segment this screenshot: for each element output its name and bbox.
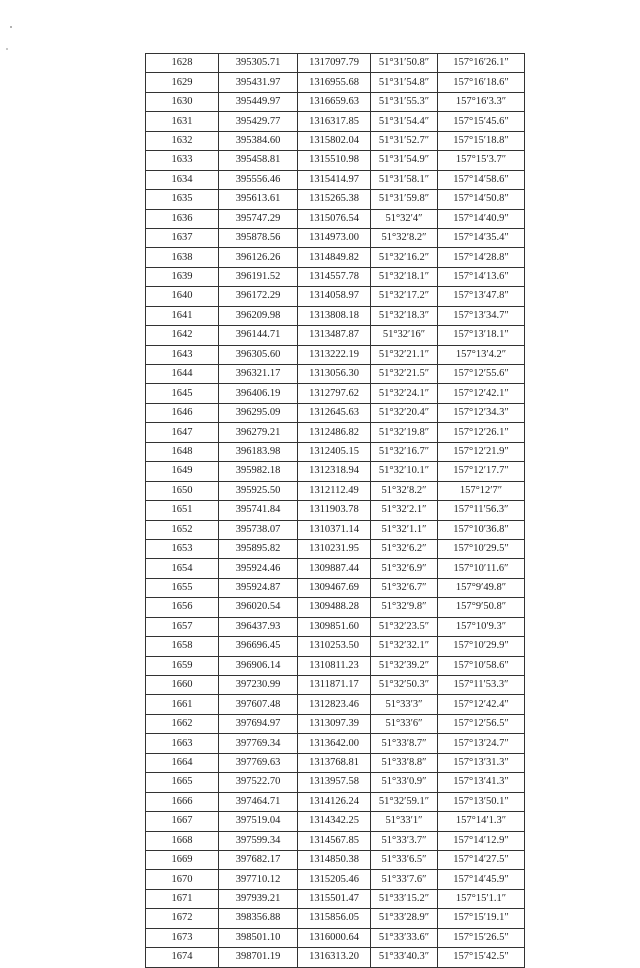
latitude-cell: 51°32′59.1″: [371, 792, 438, 811]
table-row: [146, 365, 525, 384]
point-number-cell: 1634: [146, 170, 219, 189]
latitude-cell: 51°32′23.5″: [371, 617, 438, 636]
longitude-cell: 157°12′34.3″: [438, 403, 525, 422]
point-number-cell: 1640: [146, 287, 219, 306]
y-coordinate-cell: 1313222.19: [298, 345, 371, 364]
longitude-cell: 157°15′19.1″: [438, 909, 525, 928]
table-row: [146, 190, 525, 209]
point-number-cell: 1635: [146, 190, 219, 209]
point-number-cell: 1668: [146, 831, 219, 850]
point-number-cell: 1671: [146, 889, 219, 908]
latitude-cell: 51°32′17.2″: [371, 287, 438, 306]
longitude-cell: 157°10′58.6″: [438, 656, 525, 675]
longitude-cell: 157°13′18.1″: [438, 326, 525, 345]
longitude-cell: 157°15′18.8″: [438, 131, 525, 150]
latitude-cell: 51°32′16″: [371, 326, 438, 345]
longitude-cell: 157°11′56.3″: [438, 501, 525, 520]
y-coordinate-cell: 1314557.78: [298, 267, 371, 286]
x-coordinate-cell: 396020.54: [219, 598, 298, 617]
latitude-cell: 51°32′50.3″: [371, 676, 438, 695]
table-row: [146, 520, 525, 539]
table-row: [146, 753, 525, 772]
x-coordinate-cell: 396183.98: [219, 442, 298, 461]
latitude-cell: 51°33′3″: [371, 695, 438, 714]
latitude-cell: 51°33′7.6″: [371, 870, 438, 889]
x-coordinate-cell: 397769.63: [219, 753, 298, 772]
x-coordinate-cell: 395982.18: [219, 462, 298, 481]
point-number-cell: 1645: [146, 384, 219, 403]
y-coordinate-cell: 1315265.38: [298, 190, 371, 209]
y-coordinate-cell: 1317097.79: [298, 54, 371, 73]
point-number-cell: 1649: [146, 462, 219, 481]
x-coordinate-cell: 396305.60: [219, 345, 298, 364]
x-coordinate-cell: 397710.12: [219, 870, 298, 889]
y-coordinate-cell: 1311903.78: [298, 501, 371, 520]
table-row: [146, 909, 525, 928]
latitude-cell: 51°32′2.1″: [371, 501, 438, 520]
latitude-cell: 51°32′18.3″: [371, 306, 438, 325]
x-coordinate-cell: 396906.14: [219, 656, 298, 675]
latitude-cell: 51°33′15.2″: [371, 889, 438, 908]
x-coordinate-cell: 397769.34: [219, 734, 298, 753]
point-number-cell: 1639: [146, 267, 219, 286]
latitude-cell: 51°32′8.2″: [371, 481, 438, 500]
table-row: [146, 462, 525, 481]
x-coordinate-cell: 395429.77: [219, 112, 298, 131]
longitude-cell: 157°14′28.8″: [438, 248, 525, 267]
x-coordinate-cell: 396126.26: [219, 248, 298, 267]
point-number-cell: 1641: [146, 306, 219, 325]
table-row: [146, 403, 525, 422]
table-row: [146, 112, 525, 131]
y-coordinate-cell: 1314126.24: [298, 792, 371, 811]
latitude-cell: 51°32′21.5″: [371, 365, 438, 384]
y-coordinate-cell: 1309887.44: [298, 559, 371, 578]
point-number-cell: 1630: [146, 92, 219, 111]
latitude-cell: 51°33′6.5″: [371, 850, 438, 869]
latitude-cell: 51°31′54.4″: [371, 112, 438, 131]
point-number-cell: 1660: [146, 676, 219, 695]
longitude-cell: 157°12′56.5″: [438, 714, 525, 733]
point-number-cell: 1670: [146, 870, 219, 889]
point-number-cell: 1644: [146, 365, 219, 384]
longitude-cell: 157°12′42.4″: [438, 695, 525, 714]
coordinates-table-body: [146, 54, 525, 968]
longitude-cell: 157°16′26.1″: [438, 54, 525, 73]
longitude-cell: 157°14′12.9″: [438, 831, 525, 850]
table-row: [146, 326, 525, 345]
y-coordinate-cell: 1316317.85: [298, 112, 371, 131]
point-number-cell: 1651: [146, 501, 219, 520]
table-row: [146, 792, 525, 811]
table-row: [146, 287, 525, 306]
point-number-cell: 1656: [146, 598, 219, 617]
longitude-cell: 157°14′50.8″: [438, 190, 525, 209]
x-coordinate-cell: 396144.71: [219, 326, 298, 345]
x-coordinate-cell: 398701.19: [219, 948, 298, 967]
latitude-cell: 51°31′58.1″: [371, 170, 438, 189]
y-coordinate-cell: 1315802.04: [298, 131, 371, 150]
table-row: [146, 306, 525, 325]
x-coordinate-cell: 396172.29: [219, 287, 298, 306]
table-row: [146, 831, 525, 850]
table-row: [146, 948, 525, 967]
longitude-cell: 157°16′18.6″: [438, 73, 525, 92]
y-coordinate-cell: 1315510.98: [298, 151, 371, 170]
table-row: [146, 617, 525, 636]
point-number-cell: 1648: [146, 442, 219, 461]
y-coordinate-cell: 1311871.17: [298, 676, 371, 695]
longitude-cell: 157°15′42.5″: [438, 948, 525, 967]
y-coordinate-cell: 1315076.54: [298, 209, 371, 228]
y-coordinate-cell: 1315205.46: [298, 870, 371, 889]
x-coordinate-cell: 395747.29: [219, 209, 298, 228]
point-number-cell: 1663: [146, 734, 219, 753]
y-coordinate-cell: 1313808.18: [298, 306, 371, 325]
latitude-cell: 51°31′55.3″: [371, 92, 438, 111]
x-coordinate-cell: 395384.60: [219, 131, 298, 150]
longitude-cell: 157°14′27.5″: [438, 850, 525, 869]
latitude-cell: 51°32′16.2″: [371, 248, 438, 267]
latitude-cell: 51°31′54.9″: [371, 151, 438, 170]
point-number-cell: 1646: [146, 403, 219, 422]
point-number-cell: 1662: [146, 714, 219, 733]
x-coordinate-cell: 396295.09: [219, 403, 298, 422]
y-coordinate-cell: 1312318.94: [298, 462, 371, 481]
point-number-cell: 1637: [146, 228, 219, 247]
latitude-cell: 51°33′6″: [371, 714, 438, 733]
table-row: [146, 928, 525, 947]
point-number-cell: 1638: [146, 248, 219, 267]
table-row: [146, 695, 525, 714]
y-coordinate-cell: 1314849.82: [298, 248, 371, 267]
table-row: [146, 598, 525, 617]
latitude-cell: 51°32′6.9″: [371, 559, 438, 578]
y-coordinate-cell: 1312823.46: [298, 695, 371, 714]
point-number-cell: 1628: [146, 54, 219, 73]
y-coordinate-cell: 1310231.95: [298, 539, 371, 558]
longitude-cell: 157°10′9.3″: [438, 617, 525, 636]
x-coordinate-cell: 395458.81: [219, 151, 298, 170]
point-number-cell: 1632: [146, 131, 219, 150]
table-row: [146, 384, 525, 403]
latitude-cell: 51°32′10.1″: [371, 462, 438, 481]
latitude-cell: 51°31′52.7″: [371, 131, 438, 150]
table-row: [146, 170, 525, 189]
x-coordinate-cell: 396321.17: [219, 365, 298, 384]
longitude-cell: 157°10′29.9″: [438, 637, 525, 656]
table-row: [146, 773, 525, 792]
y-coordinate-cell: 1316000.64: [298, 928, 371, 947]
x-coordinate-cell: 395878.56: [219, 228, 298, 247]
table-row: [146, 151, 525, 170]
point-number-cell: 1658: [146, 637, 219, 656]
y-coordinate-cell: 1316659.63: [298, 92, 371, 111]
longitude-cell: 157°10′11.6″: [438, 559, 525, 578]
x-coordinate-cell: 397694.97: [219, 714, 298, 733]
longitude-cell: 157°14′13.6″: [438, 267, 525, 286]
longitude-cell: 157°16′3.3″: [438, 92, 525, 111]
point-number-cell: 1629: [146, 73, 219, 92]
table-row: [146, 54, 525, 73]
y-coordinate-cell: 1314850.38: [298, 850, 371, 869]
latitude-cell: 51°32′18.1″: [371, 267, 438, 286]
x-coordinate-cell: 395738.07: [219, 520, 298, 539]
table-row: [146, 559, 525, 578]
x-coordinate-cell: 397230.99: [219, 676, 298, 695]
point-number-cell: 1631: [146, 112, 219, 131]
longitude-cell: 157°13′47.8″: [438, 287, 525, 306]
y-coordinate-cell: 1309851.60: [298, 617, 371, 636]
point-number-cell: 1661: [146, 695, 219, 714]
table-row: [146, 656, 525, 675]
latitude-cell: 51°31′50.8″: [371, 54, 438, 73]
y-coordinate-cell: 1314342.25: [298, 812, 371, 831]
latitude-cell: 51°32′19.8″: [371, 423, 438, 442]
longitude-cell: 157°15′1.1″: [438, 889, 525, 908]
x-coordinate-cell: 395431.97: [219, 73, 298, 92]
y-coordinate-cell: 1310811.23: [298, 656, 371, 675]
longitude-cell: 157°12′7″: [438, 481, 525, 500]
table-row: [146, 131, 525, 150]
y-coordinate-cell: 1313097.39: [298, 714, 371, 733]
table-row: [146, 267, 525, 286]
longitude-cell: 157°14′35.4″: [438, 228, 525, 247]
longitude-cell: 157°14′45.9″: [438, 870, 525, 889]
x-coordinate-cell: 395556.46: [219, 170, 298, 189]
point-number-cell: 1642: [146, 326, 219, 345]
longitude-cell: 157°10′29.5″: [438, 539, 525, 558]
point-number-cell: 1672: [146, 909, 219, 928]
x-coordinate-cell: 395613.61: [219, 190, 298, 209]
x-coordinate-cell: 395924.46: [219, 559, 298, 578]
y-coordinate-cell: 1313056.30: [298, 365, 371, 384]
x-coordinate-cell: 395924.87: [219, 578, 298, 597]
x-coordinate-cell: 398501.10: [219, 928, 298, 947]
y-coordinate-cell: 1313487.87: [298, 326, 371, 345]
latitude-cell: 51°33′33.6″: [371, 928, 438, 947]
x-coordinate-cell: 397682.17: [219, 850, 298, 869]
coordinates-table: [145, 53, 525, 968]
point-number-cell: 1650: [146, 481, 219, 500]
longitude-cell: 157°15′3.7″: [438, 151, 525, 170]
latitude-cell: 51°32′1.1″: [371, 520, 438, 539]
y-coordinate-cell: 1315856.05: [298, 909, 371, 928]
table-row: [146, 209, 525, 228]
y-coordinate-cell: 1316313.20: [298, 948, 371, 967]
y-coordinate-cell: 1314973.00: [298, 228, 371, 247]
point-number-cell: 1665: [146, 773, 219, 792]
latitude-cell: 51°33′0.9″: [371, 773, 438, 792]
x-coordinate-cell: 397599.34: [219, 831, 298, 850]
longitude-cell: 157°10′36.8″: [438, 520, 525, 539]
y-coordinate-cell: 1312797.62: [298, 384, 371, 403]
latitude-cell: 51°32′21.1″: [371, 345, 438, 364]
table-row: [146, 228, 525, 247]
table-row: [146, 812, 525, 831]
y-coordinate-cell: 1309488.28: [298, 598, 371, 617]
scan-speck: [10, 26, 12, 28]
longitude-cell: 157°9′49.8″: [438, 578, 525, 597]
longitude-cell: 157°12′42.1″: [438, 384, 525, 403]
y-coordinate-cell: 1313768.81: [298, 753, 371, 772]
x-coordinate-cell: 397522.70: [219, 773, 298, 792]
longitude-cell: 157°12′55.6″: [438, 365, 525, 384]
latitude-cell: 51°33′8.7″: [371, 734, 438, 753]
table-row: [146, 73, 525, 92]
table-row: [146, 92, 525, 111]
table-row: [146, 501, 525, 520]
x-coordinate-cell: 397939.21: [219, 889, 298, 908]
point-number-cell: 1655: [146, 578, 219, 597]
point-number-cell: 1669: [146, 850, 219, 869]
y-coordinate-cell: 1309467.69: [298, 578, 371, 597]
table-row: [146, 714, 525, 733]
table-row: [146, 850, 525, 869]
latitude-cell: 51°32′6.2″: [371, 539, 438, 558]
y-coordinate-cell: 1310371.14: [298, 520, 371, 539]
latitude-cell: 51°33′1″: [371, 812, 438, 831]
x-coordinate-cell: 396696.45: [219, 637, 298, 656]
longitude-cell: 157°13′41.3″: [438, 773, 525, 792]
latitude-cell: 51°32′16.7″: [371, 442, 438, 461]
scan-speck: [6, 48, 8, 50]
y-coordinate-cell: 1313642.00: [298, 734, 371, 753]
point-number-cell: 1636: [146, 209, 219, 228]
point-number-cell: 1667: [146, 812, 219, 831]
x-coordinate-cell: 398356.88: [219, 909, 298, 928]
point-number-cell: 1674: [146, 948, 219, 967]
latitude-cell: 51°32′24.1″: [371, 384, 438, 403]
x-coordinate-cell: 397607.48: [219, 695, 298, 714]
longitude-cell: 157°9′50.8″: [438, 598, 525, 617]
latitude-cell: 51°32′20.4″: [371, 403, 438, 422]
point-number-cell: 1673: [146, 928, 219, 947]
y-coordinate-cell: 1312405.15: [298, 442, 371, 461]
y-coordinate-cell: 1313957.58: [298, 773, 371, 792]
latitude-cell: 51°32′9.8″: [371, 598, 438, 617]
longitude-cell: 157°12′26.1″: [438, 423, 525, 442]
longitude-cell: 157°13′34.7″: [438, 306, 525, 325]
y-coordinate-cell: 1314567.85: [298, 831, 371, 850]
table-row: [146, 481, 525, 500]
x-coordinate-cell: 395925.50: [219, 481, 298, 500]
longitude-cell: 157°11′53.3″: [438, 676, 525, 695]
y-coordinate-cell: 1312645.63: [298, 403, 371, 422]
point-number-cell: 1647: [146, 423, 219, 442]
table-row: [146, 870, 525, 889]
latitude-cell: 51°33′40.3″: [371, 948, 438, 967]
latitude-cell: 51°33′8.8″: [371, 753, 438, 772]
table-row: [146, 442, 525, 461]
latitude-cell: 51°32′8.2″: [371, 228, 438, 247]
table-row: [146, 578, 525, 597]
longitude-cell: 157°15′26.5″: [438, 928, 525, 947]
y-coordinate-cell: 1312486.82: [298, 423, 371, 442]
longitude-cell: 157°14′40.9″: [438, 209, 525, 228]
longitude-cell: 157°13′50.1″: [438, 792, 525, 811]
x-coordinate-cell: 395449.97: [219, 92, 298, 111]
longitude-cell: 157°13′24.7″: [438, 734, 525, 753]
x-coordinate-cell: 395305.71: [219, 54, 298, 73]
y-coordinate-cell: 1310253.50: [298, 637, 371, 656]
latitude-cell: 51°33′28.9″: [371, 909, 438, 928]
x-coordinate-cell: 395895.82: [219, 539, 298, 558]
table-row: [146, 345, 525, 364]
point-number-cell: 1666: [146, 792, 219, 811]
y-coordinate-cell: 1316955.68: [298, 73, 371, 92]
point-number-cell: 1657: [146, 617, 219, 636]
x-coordinate-cell: 396406.19: [219, 384, 298, 403]
table-row: [146, 423, 525, 442]
longitude-cell: 157°13′31.3″: [438, 753, 525, 772]
table-row: [146, 539, 525, 558]
point-number-cell: 1664: [146, 753, 219, 772]
longitude-cell: 157°15′45.6″: [438, 112, 525, 131]
y-coordinate-cell: 1314058.97: [298, 287, 371, 306]
table-row: [146, 248, 525, 267]
y-coordinate-cell: 1312112.49: [298, 481, 371, 500]
point-number-cell: 1633: [146, 151, 219, 170]
point-number-cell: 1653: [146, 539, 219, 558]
point-number-cell: 1643: [146, 345, 219, 364]
x-coordinate-cell: 397519.04: [219, 812, 298, 831]
longitude-cell: 157°13′4.2″: [438, 345, 525, 364]
longitude-cell: 157°14′58.6″: [438, 170, 525, 189]
longitude-cell: 157°14′1.3″: [438, 812, 525, 831]
x-coordinate-cell: 396437.93: [219, 617, 298, 636]
y-coordinate-cell: 1315414.97: [298, 170, 371, 189]
x-coordinate-cell: 397464.71: [219, 792, 298, 811]
table-row: [146, 637, 525, 656]
x-coordinate-cell: 396209.98: [219, 306, 298, 325]
point-number-cell: 1654: [146, 559, 219, 578]
y-coordinate-cell: 1315501.47: [298, 889, 371, 908]
latitude-cell: 51°33′3.7″: [371, 831, 438, 850]
latitude-cell: 51°32′39.2″: [371, 656, 438, 675]
table-row: [146, 734, 525, 753]
point-number-cell: 1652: [146, 520, 219, 539]
latitude-cell: 51°32′6.7″: [371, 578, 438, 597]
latitude-cell: 51°32′4″: [371, 209, 438, 228]
latitude-cell: 51°31′54.8″: [371, 73, 438, 92]
x-coordinate-cell: 396191.52: [219, 267, 298, 286]
point-number-cell: 1659: [146, 656, 219, 675]
latitude-cell: 51°31′59.8″: [371, 190, 438, 209]
latitude-cell: 51°32′32.1″: [371, 637, 438, 656]
x-coordinate-cell: 395741.84: [219, 501, 298, 520]
table-row: [146, 676, 525, 695]
x-coordinate-cell: 396279.21: [219, 423, 298, 442]
longitude-cell: 157°12′21.9″: [438, 442, 525, 461]
longitude-cell: 157°12′17.7″: [438, 462, 525, 481]
table-row: [146, 889, 525, 908]
